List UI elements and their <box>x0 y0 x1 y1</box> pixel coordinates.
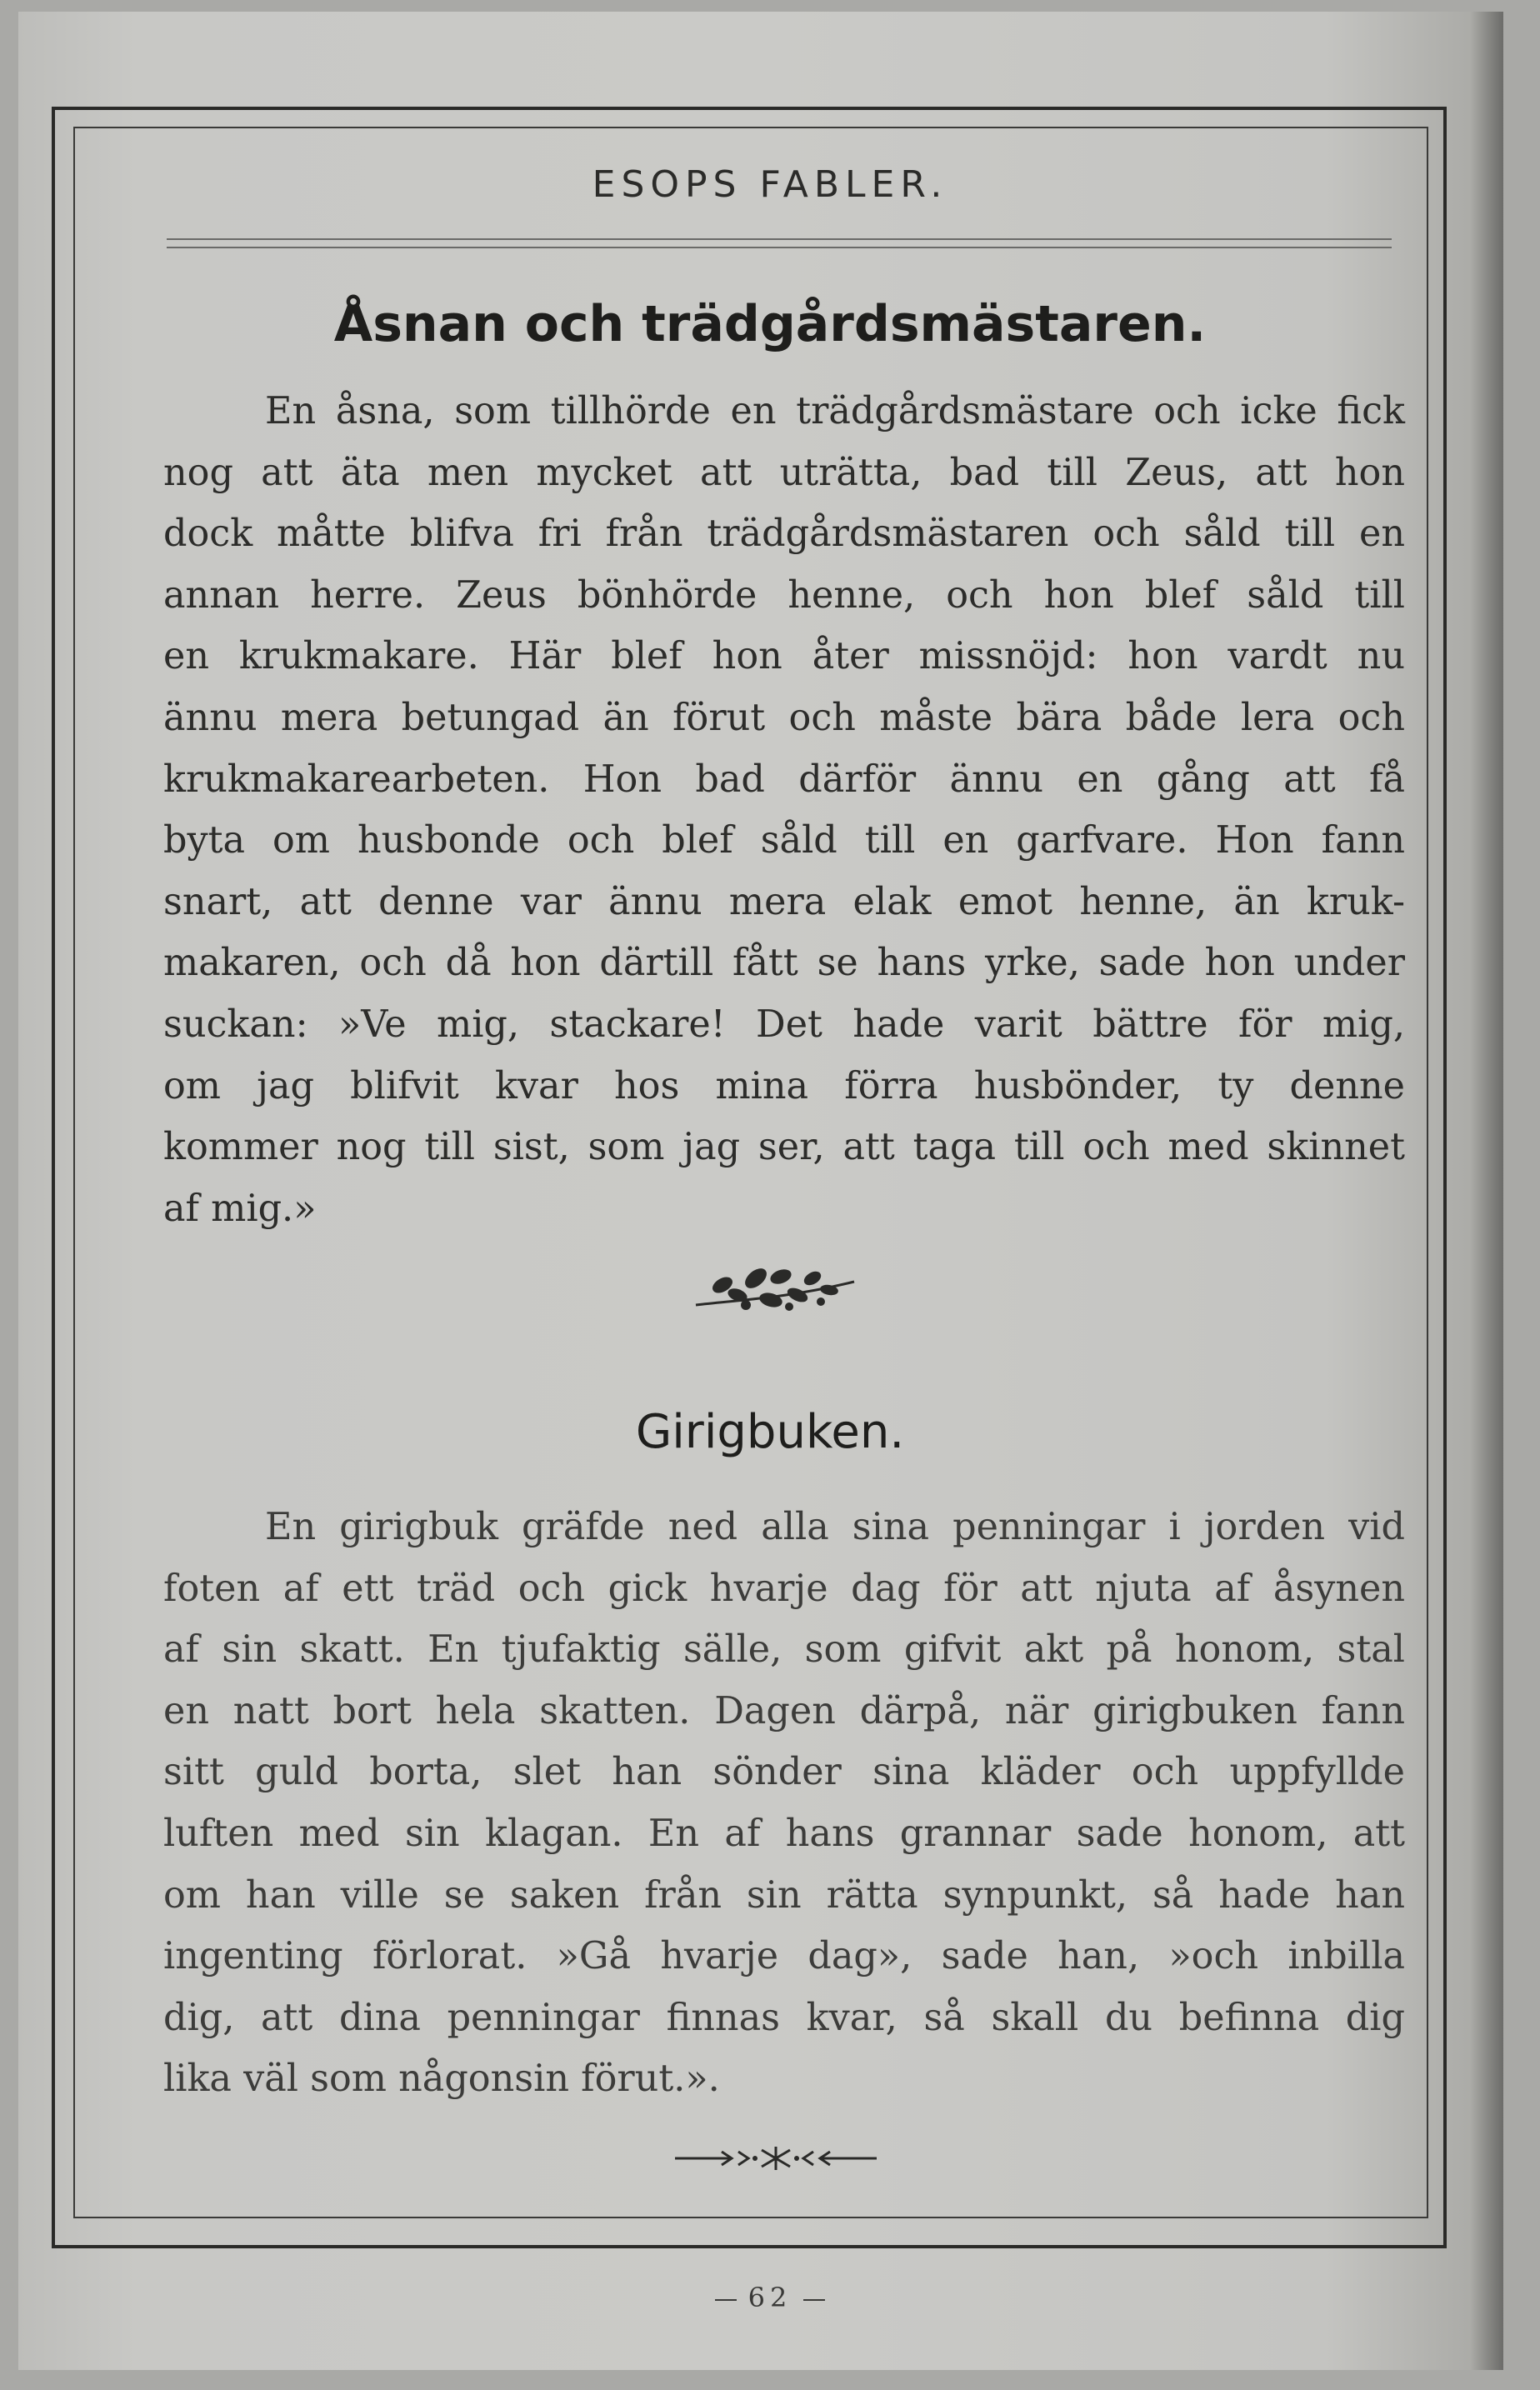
text-line: sitt guld borta, slet han sönder sina kläder och uppfyllde <box>163 1751 1405 1794</box>
text-line: lika väl som någonsin förut.». <box>163 2058 720 2101</box>
text-line: annan herre. Zeus bönhörde henne, och hon blef såld till <box>163 573 1405 617</box>
text-line: kommer nog till sist, som jag ser, att taga till och med skinnet <box>163 1126 1405 1169</box>
page-number <box>0 2282 1540 2313</box>
text-line: nog att äta men mycket att uträtta, bad till Zeus, att hon <box>163 451 1405 494</box>
text-line: luften med sin klagan. En af hans grannar sade honom, att <box>163 1812 1405 1855</box>
text-line: makaren, och då hon därtill fått se hans yrke, sade hon under <box>163 942 1405 985</box>
page-number-dash-left <box>715 2299 737 2301</box>
fable-body-asnan <box>163 381 1405 1239</box>
header-rule-bottom <box>167 247 1392 248</box>
text-line: dig, att dina penningar finnas kvar, så skall du befinna dig <box>163 1996 1405 2039</box>
text-line: foten af ett träd och gick hvarje dag för att njuta af åsynen <box>163 1567 1405 1610</box>
text-line: En åsna, som tillhörde en trädgårdsmästare och icke fick <box>265 390 1405 432</box>
page-gutter-shadow <box>1470 12 1503 2370</box>
text-line: af mig.» <box>163 1187 317 1230</box>
header-rule-top <box>167 238 1392 240</box>
text-line: om han ville se saken från sin rätta synpunkt, så hade han <box>163 1873 1405 1917</box>
running-header: ESOPS FABLER. <box>592 163 948 206</box>
text-line: byta om husbonde och blef såld till en garfvare. Hon fann <box>163 819 1405 862</box>
arrow-flourish-ornament-icon <box>672 2143 880 2173</box>
text-line: om jag blifvit kvar hos mina förra husbönder, ty denne <box>163 1064 1405 1108</box>
text-line: en krukmakare. Här blef hon åter missnöjd: hon vardt nu <box>163 635 1405 678</box>
fable-title-girigbuken: Girigbuken. <box>635 1405 905 1459</box>
text-line: dock måtte blifva fri från trädgårdsmästaren och såld till en <box>163 512 1405 556</box>
text-line: snart, att denne var ännu mera elak emot henne, än kruk- <box>163 880 1405 923</box>
text-line: suckan: »Ve mig, stackare! Det hade varit bättre för mig, <box>163 1002 1405 1046</box>
page-number-value: 62 <box>748 2282 792 2313</box>
text-line: ännu mera betungad än förut och måste bära både lera och <box>163 696 1405 739</box>
fable-body-girigbuken <box>163 1497 1405 2110</box>
text-line: af sin skatt. En tjufaktig sälle, som gifvit akt på honom, stal <box>163 1628 1405 1672</box>
text-line: En girigbuk gräfde ned alla sina penningar i jorden vid <box>265 1506 1405 1548</box>
fable-title-asnan: Åsnan och trädgårdsmästaren. <box>333 295 1207 353</box>
leaf-vignette-ornament-icon <box>688 1257 862 1323</box>
page-number-dash-right <box>803 2299 825 2301</box>
text-line: krukmakarearbeten. Hon bad därför ännu en gång att få <box>163 758 1405 801</box>
text-line: en natt bort hela skatten. Dagen därpå, när girigbuken fann <box>163 1689 1405 1732</box>
text-line: ingenting förlorat. »Gå hvarje dag», sade han, »och inbilla <box>163 1935 1405 1978</box>
